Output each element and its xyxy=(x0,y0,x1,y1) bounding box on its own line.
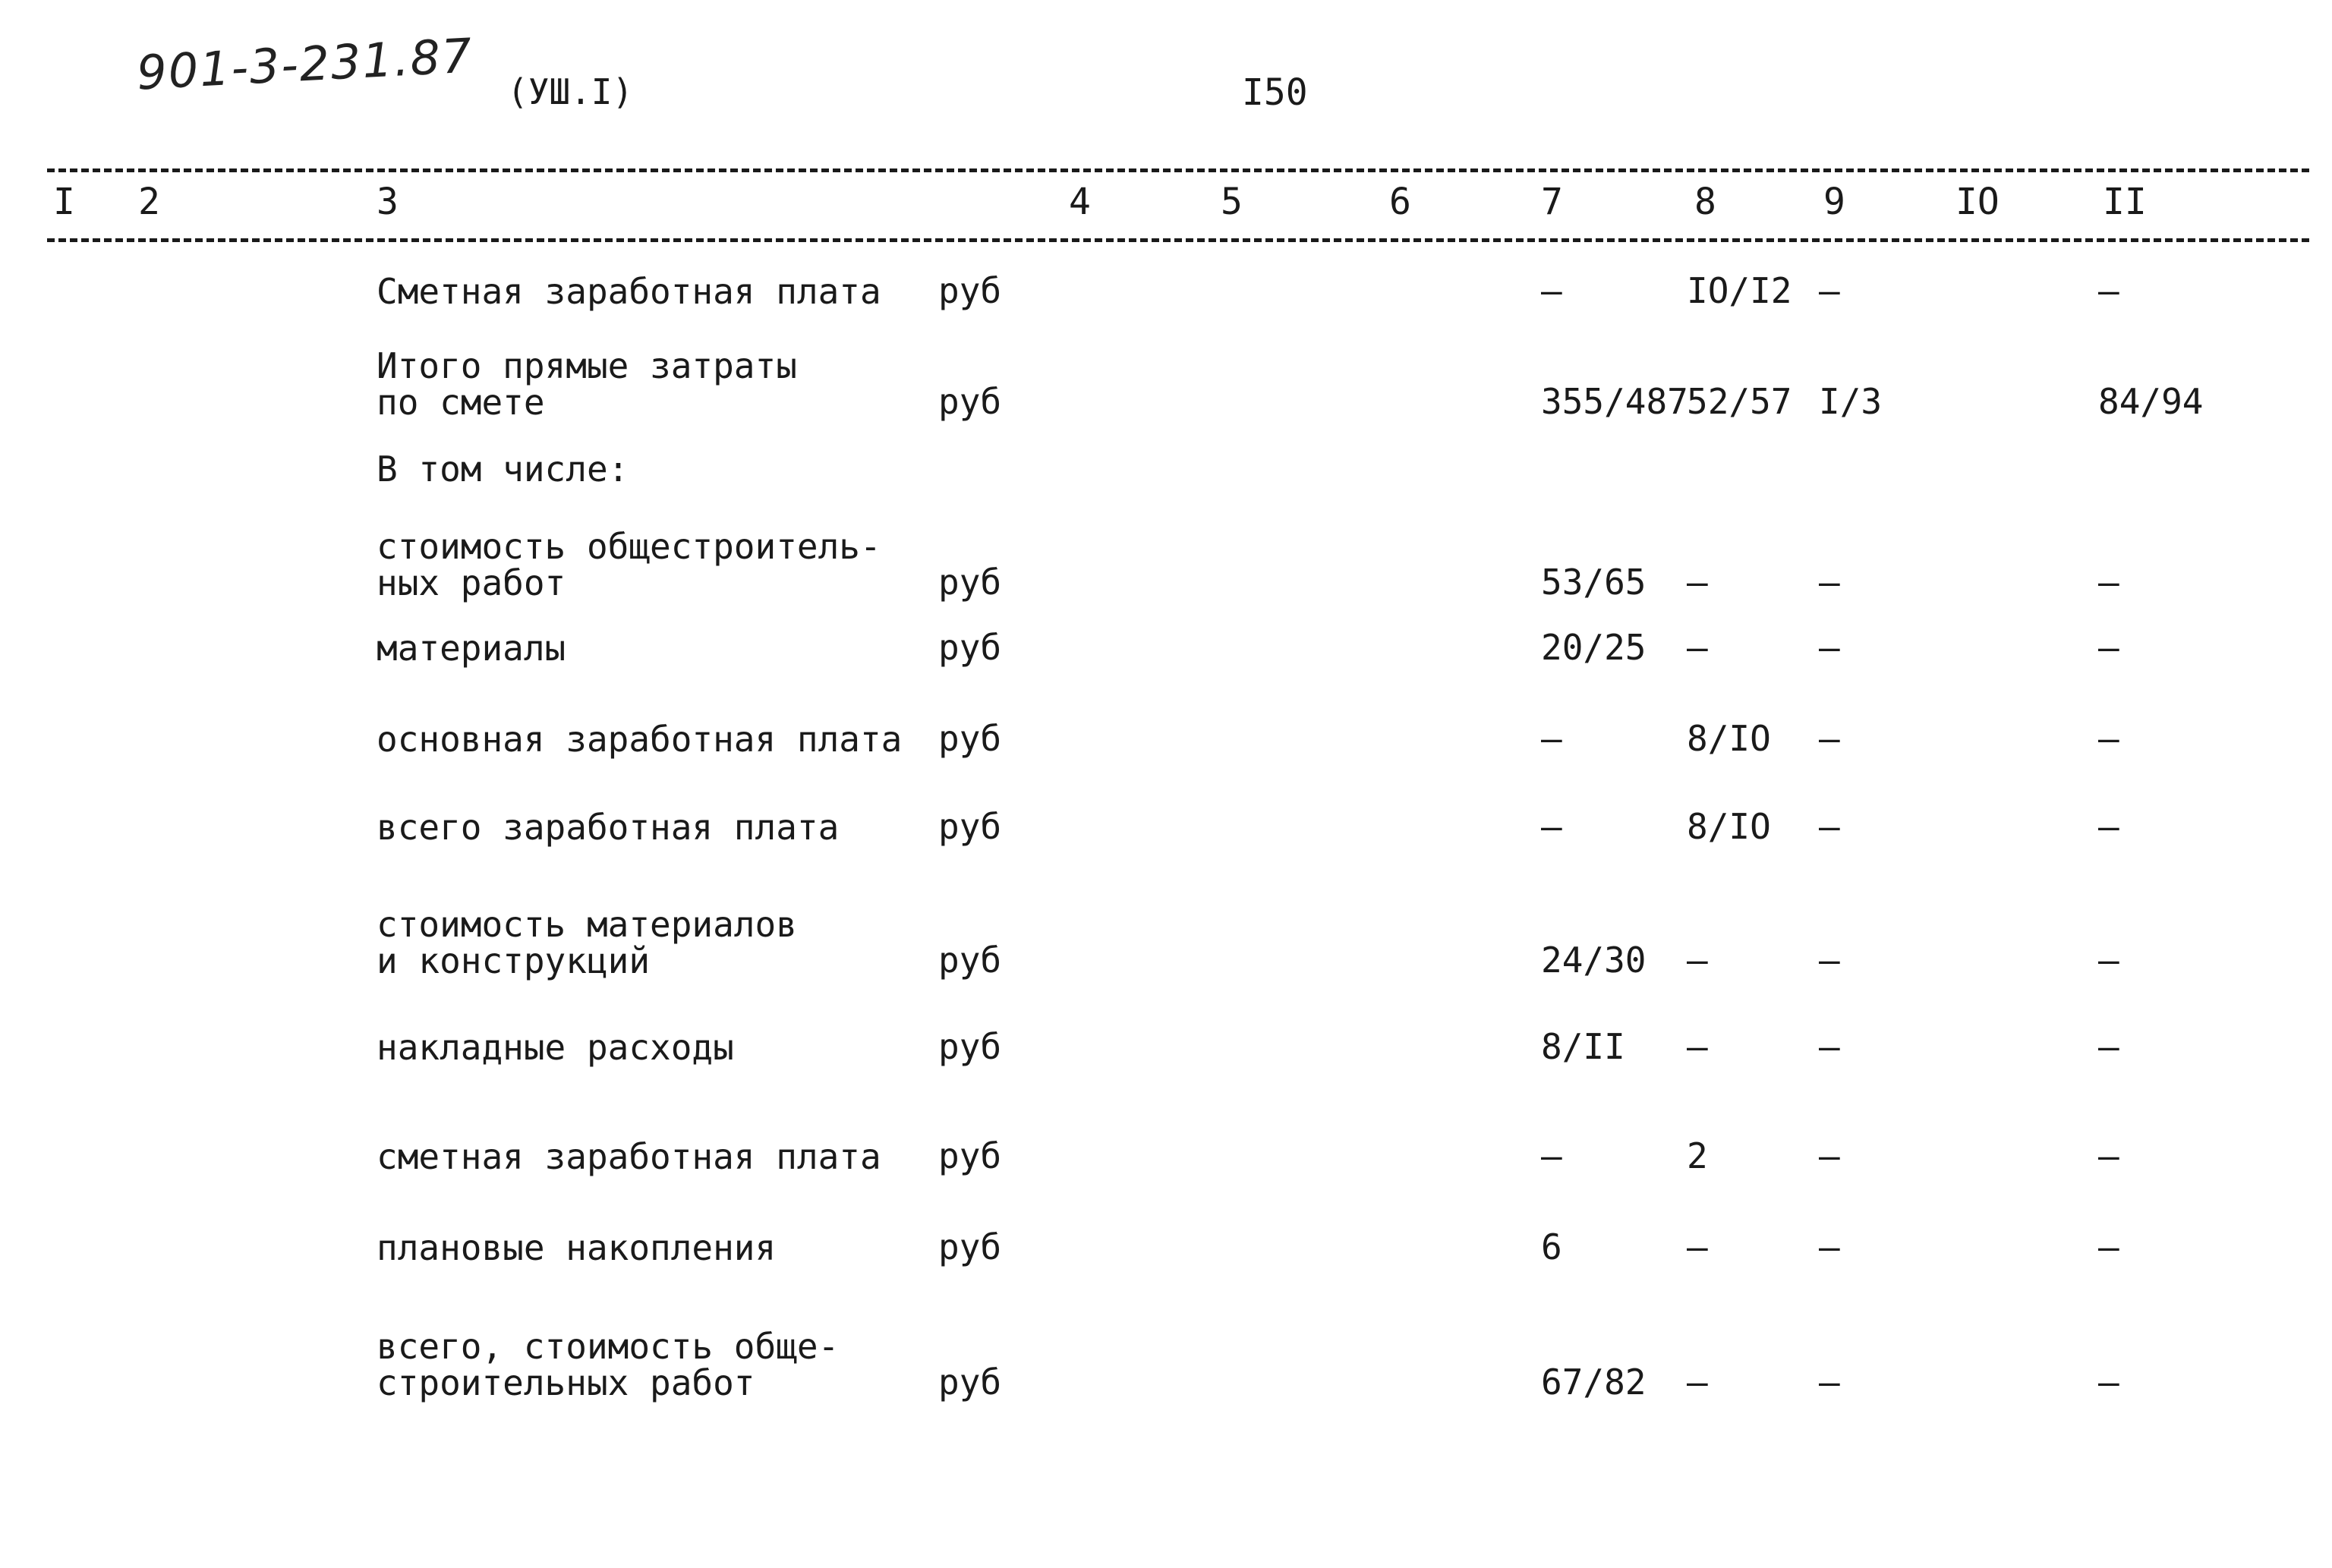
row-label-line: строительных работ xyxy=(377,1362,755,1403)
row-label-line: В том числе: xyxy=(377,449,629,490)
cell-col-11: – xyxy=(2098,1135,2119,1176)
header-rule-bottom xyxy=(47,238,2309,242)
cell-col-8: 8/IO xyxy=(1687,806,1771,847)
cell-col-9: – xyxy=(1819,718,1840,759)
row-unit: руб xyxy=(938,806,1002,847)
row-label-line: плановые накопления xyxy=(377,1227,777,1268)
column-number-8: 8 xyxy=(1694,181,1716,223)
cell-col-7: 24/30 xyxy=(1541,940,1647,981)
column-number-2: 2 xyxy=(138,181,160,223)
row-unit: руб xyxy=(938,1135,1002,1176)
cell-col-11: – xyxy=(2098,940,2119,981)
cell-col-9: I/3 xyxy=(1819,381,1883,422)
column-number-6: 6 xyxy=(1389,181,1411,223)
cell-col-8: – xyxy=(1687,1226,1708,1267)
row-label-line: стоимость материалов xyxy=(377,904,797,945)
cell-col-9: – xyxy=(1819,806,1840,847)
cell-col-7: 20/25 xyxy=(1541,627,1647,668)
row-label-line: сметная заработная плата xyxy=(377,1136,881,1177)
row-label-line: накладные расходы xyxy=(377,1027,734,1068)
cell-col-7: 8/II xyxy=(1541,1026,1625,1067)
row-unit: руб xyxy=(938,940,1002,981)
column-number-9: 9 xyxy=(1823,181,1845,223)
cell-col-11: – xyxy=(2098,627,2119,668)
cell-col-11: 84/94 xyxy=(2098,381,2204,422)
cell-col-8: 52/57 xyxy=(1687,381,1792,422)
cell-col-9: – xyxy=(1819,1135,1840,1176)
cell-col-8: – xyxy=(1687,1362,1708,1403)
row-label-line: Итого прямые затраты xyxy=(377,345,797,386)
cell-col-9: – xyxy=(1819,562,1840,603)
row-unit: руб xyxy=(938,1362,1002,1403)
cell-col-9: – xyxy=(1819,1362,1840,1403)
column-number-5: 5 xyxy=(1221,181,1243,223)
row-label-line: и конструкций xyxy=(377,940,651,981)
section-reference: (УШ.I) xyxy=(507,71,634,112)
row-unit: руб xyxy=(938,1226,1002,1267)
row-label-line: Сметная заработная плата xyxy=(377,271,881,312)
cell-col-9: – xyxy=(1819,1026,1840,1067)
cell-col-7: – xyxy=(1541,1135,1562,1176)
cell-col-7: 53/65 xyxy=(1541,562,1647,603)
column-number-11: II xyxy=(2103,181,2147,223)
cell-col-7: 355/487 xyxy=(1541,381,1688,422)
row-label-line: всего заработная плата xyxy=(377,807,840,848)
cell-col-11: – xyxy=(2098,806,2119,847)
cell-col-11: – xyxy=(2098,1226,2119,1267)
row-label-line: ных работ xyxy=(377,562,566,603)
row-unit: руб xyxy=(938,718,1002,759)
document-code: 901-3-231.87 xyxy=(135,27,475,101)
cell-col-11: – xyxy=(2098,270,2119,311)
column-number-1: I xyxy=(53,181,75,223)
cell-col-11: – xyxy=(2098,1362,2119,1403)
row-unit: руб xyxy=(938,1026,1002,1067)
cell-col-8: – xyxy=(1687,940,1708,981)
cell-col-7: – xyxy=(1541,270,1562,311)
column-number-4: 4 xyxy=(1069,181,1091,223)
cell-col-7: 6 xyxy=(1541,1226,1562,1267)
cell-col-11: – xyxy=(2098,1026,2119,1067)
cell-col-8: 8/IO xyxy=(1687,718,1771,759)
cell-col-9: – xyxy=(1819,940,1840,981)
row-unit: руб xyxy=(938,627,1002,668)
header-rule-top xyxy=(47,168,2309,172)
row-label-line: основная заработная плата xyxy=(377,719,903,760)
cell-col-9: – xyxy=(1819,1226,1840,1267)
cell-col-9: – xyxy=(1819,627,1840,668)
cell-col-11: – xyxy=(2098,562,2119,603)
cell-col-7: – xyxy=(1541,806,1562,847)
column-number-7: 7 xyxy=(1541,181,1563,223)
row-unit: руб xyxy=(938,562,1002,603)
cell-col-8: 2 xyxy=(1687,1135,1708,1176)
cell-col-8: – xyxy=(1687,562,1708,603)
row-label-line: материалы xyxy=(377,628,566,669)
cell-col-8: IO/I2 xyxy=(1687,270,1792,311)
page-number: I50 xyxy=(1242,71,1308,114)
row-label-line: всего, стоимость обще- xyxy=(377,1326,840,1367)
cell-col-8: – xyxy=(1687,627,1708,668)
row-label-line: стоимость общестроитель- xyxy=(377,526,881,567)
cell-col-9: – xyxy=(1819,270,1840,311)
cell-col-7: 67/82 xyxy=(1541,1362,1647,1403)
row-label-line: по смете xyxy=(377,382,545,423)
cell-col-11: – xyxy=(2098,718,2119,759)
cell-col-8: – xyxy=(1687,1026,1708,1067)
cell-col-7: – xyxy=(1541,718,1562,759)
column-number-3: 3 xyxy=(377,181,399,223)
row-unit: руб xyxy=(938,270,1002,311)
column-number-10: IO xyxy=(1955,181,2000,223)
row-unit: руб xyxy=(938,381,1002,422)
